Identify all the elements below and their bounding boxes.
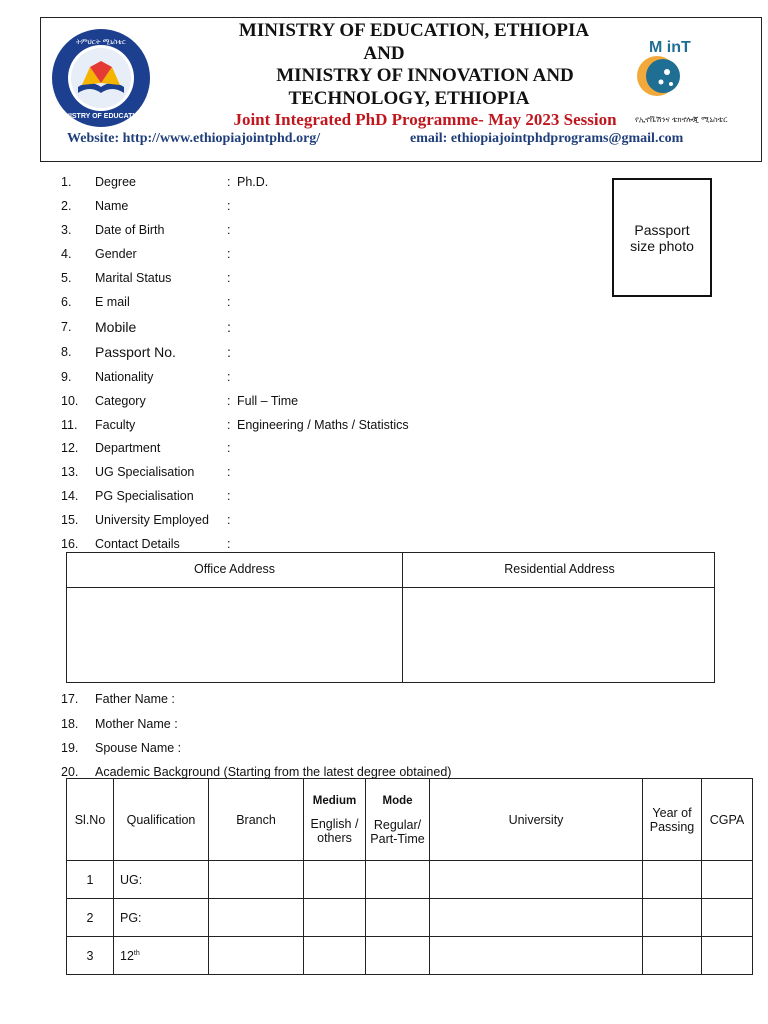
header-ministry-education: MINISTRY OF EDUCATION, ETHIOPIA: [238, 20, 590, 41]
header-ministry-innovation: MINISTRY OF INNOVATION AND: [276, 65, 574, 86]
svg-text:ትምህርት ሚኒስቴር: ትምህርት ሚኒስቴር: [76, 38, 126, 46]
contact-address-table: [66, 552, 715, 683]
residential-address-cell[interactable]: [403, 588, 716, 683]
col-qualification: Qualification: [114, 779, 209, 861]
passport-photo-box[interactable]: Passport size photo: [612, 178, 712, 297]
col-medium: Medium English / others: [304, 779, 366, 861]
table-header-row: [67, 779, 753, 861]
office-address-cell[interactable]: [67, 588, 402, 683]
mint-amharic-name: የኢኖቬሽንና ቴክኖሎጂ ሚኒስቴር: [635, 115, 728, 124]
academic-background-table: [66, 778, 753, 975]
col-cgpa: CGPA: [702, 779, 753, 861]
col-branch: Branch: [209, 779, 304, 861]
col-slno: Sl.No: [67, 779, 114, 861]
document-header: [40, 17, 762, 162]
residential-address-header: Residential Address: [504, 562, 615, 576]
svg-text:MINISTRY OF EDUCATION: MINISTRY OF EDUCATION: [57, 113, 145, 120]
header-and: AND: [363, 43, 405, 64]
category-value[interactable]: Full – Time: [237, 394, 299, 408]
col-year-of-passing: Year of Passing: [643, 779, 702, 861]
header-technology: TECHNOLOGY, ETHIOPIA: [288, 88, 530, 109]
mint-logo: [627, 32, 757, 137]
website-link[interactable]: Website: http://www.ethiopiajointphd.org/: [67, 131, 321, 146]
col-mode: Mode Regular/ Part-Time: [366, 779, 430, 861]
svg-text:M inT: M inT: [649, 39, 691, 56]
degree-value[interactable]: Ph.D.: [237, 175, 269, 189]
table-row: 3 12th: [67, 937, 753, 975]
table-row: 1 UG:: [67, 861, 753, 899]
mint-logo-icon: [627, 32, 757, 112]
email-link[interactable]: email: ethiopiajointphdprograms@gmail.com: [410, 131, 684, 146]
office-address-header: Office Address: [193, 562, 276, 576]
faculty-value[interactable]: Engineering / Maths / Statistics: [237, 418, 409, 432]
col-university: University: [430, 779, 643, 861]
programme-session-title: Joint Integrated PhD Programme- May 2023 Session: [233, 110, 617, 129]
table-row: 2 PG:: [67, 899, 753, 937]
